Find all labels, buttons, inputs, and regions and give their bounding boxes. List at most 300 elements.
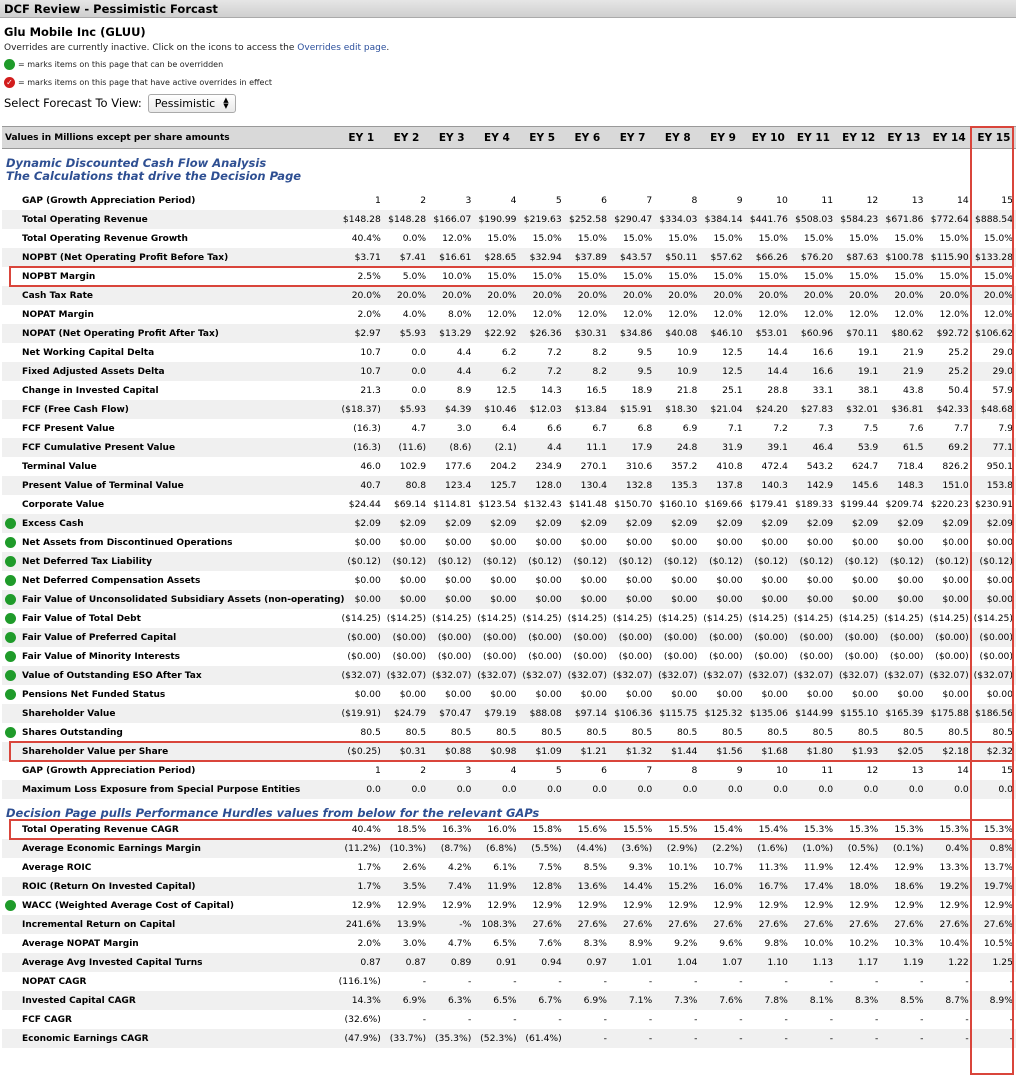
table-cell: 241.6% [339,915,384,934]
table-cell: ($0.00) [700,628,745,647]
column-header: EY 9 [700,127,745,149]
table-cell: 624.7 [851,461,879,472]
table-cell: 11 [821,195,834,206]
table-cell: 9.2% [674,938,698,949]
table-cell: 10.9 [676,347,698,358]
table-cell: $169.66 [704,499,743,510]
table-cell: ($0.25) [339,742,384,761]
table-cell: 7 [646,195,653,206]
row-label-text: Average ROIC [22,862,92,873]
table-cell: 6 [601,195,607,206]
section-title-dcf-title: Dynamic Discounted Cash Flow Analysis [6,156,267,170]
table-row [2,248,1016,267]
table-cell: ($0.12) [927,552,972,571]
table-cell: 15.0% [668,233,698,244]
spacer-row [2,183,1016,191]
table-cell: $2.09 [746,514,791,533]
table-cell: 6.1% [493,862,517,873]
table-cell: $66.26 [746,248,791,267]
table-cell: $290.47 [610,210,655,229]
table-cell: 13 [911,765,924,776]
table-cell: 15.0% [623,271,653,282]
table-cell: 6.7 [592,423,607,434]
section-subtitle-dcf-title: The Calculations that drive the Decision Page [6,169,302,183]
table-cell: 12.0% [939,309,969,320]
table-cell: 15.0% [668,271,698,282]
table-row [2,514,1016,533]
column-header: EY 12 [836,127,881,149]
override-dot-icon[interactable] [5,632,16,643]
table-cell: 0.0 [339,780,384,799]
table-cell: 27.6% [927,915,972,934]
table-cell: 4.4 [520,438,565,457]
row-label-text: GAP (Growth Appreciation Period) [22,765,196,776]
table-cell: 2.0% [357,309,381,320]
table-cell: $508.03 [791,210,836,229]
table-cell: 15.0% [758,271,788,282]
table-cell: 80.5 [722,727,743,738]
override-dot-icon[interactable] [5,518,16,529]
table-cell: 135.3 [655,476,700,495]
table-cell: - [513,976,517,987]
table-cell: $0.00 [671,575,698,586]
table-cell: 0.0 [384,362,429,381]
table-cell: $0.00 [836,590,881,609]
table-cell: 8.5% [583,862,607,873]
row-label [2,820,339,839]
table-cell: $209.74 [885,499,924,510]
table-cell: $24.44 [348,499,381,510]
table-cell: (3.6%) [610,839,655,858]
table-cell: 80.5 [857,727,879,738]
table-cell: ($14.25) [612,613,653,624]
table-cell: 40.4% [351,824,381,835]
table-cell: ($0.00) [520,628,565,647]
table-cell: (33.7%) [384,1029,429,1048]
table-cell: - [558,1014,562,1025]
table-cell: 12.5 [700,362,745,381]
table-cell: 148.3 [881,476,926,495]
table-cell: $0.00 [580,537,607,548]
table-cell: - [603,976,607,987]
row-label [2,953,339,972]
table-cell: ($0.12) [520,552,565,571]
row-label [2,495,339,514]
table-cell: 6.5% [493,938,517,949]
table-cell: 177.6 [445,461,472,472]
table-cell: $2.09 [565,514,610,533]
table-cell: 0.0 [610,780,655,799]
table-cell: ($14.25) [838,613,879,624]
table-cell: ($0.00) [384,628,429,647]
row-label [2,934,339,953]
table-cell: 12.9% [713,900,743,911]
table-cell: ($0.00) [429,628,474,647]
table-cell: 11.3% [758,862,788,873]
row-label-text: Value of Outstanding ESO After Tax [22,670,202,681]
table-cell: $76.20 [791,248,836,267]
table-cell: 12.9% [983,900,1013,911]
row-label-text: NOPAT Margin [22,309,94,320]
table-cell: 16.0% [700,877,745,896]
table-cell: ($0.00) [799,651,834,662]
override-dot-icon[interactable] [5,575,16,586]
table-cell: 12.9% [758,900,788,911]
table-cell: ($0.00) [474,628,519,647]
table-cell: 18.5% [396,824,427,835]
spacer-cell [2,183,1016,191]
table-cell: 29.0 [992,347,1013,358]
row-label [2,647,339,666]
table-cell: 826.2 [942,461,969,472]
table-row [2,953,1016,972]
table-cell: ($0.12) [972,552,1016,571]
table-cell: 15.8% [532,824,562,835]
table-cell: 6.2 [501,347,517,358]
overrides-note-suffix: . [386,43,390,53]
table-cell: 234.9 [535,461,562,472]
table-row [2,191,1016,210]
table-cell: 38.1 [857,385,879,396]
table-cell: - [972,1029,1016,1048]
table-cell: - [746,1029,791,1048]
row-label [2,609,339,628]
table-cell: 50.4 [948,385,969,396]
row-label-text: Average Avg Invested Capital Turns [22,957,203,968]
table-cell: ($14.25) [522,613,562,624]
row-label [2,457,339,476]
table-cell: - [422,976,427,987]
table-cell: 16.6 [791,362,836,381]
table-cell: 10.7 [339,362,384,381]
row-label-text: Change in Invested Capital [22,385,159,396]
table-cell: 1.25 [972,953,1016,972]
table-row [2,839,1016,858]
table-cell: 46.4 [791,438,836,457]
row-label [2,628,339,647]
table-cell: 15.3% [939,824,969,835]
row-label-text: NOPBT Margin [22,271,96,282]
table-cell: 8.9% [628,938,653,949]
table-cell: 12.9% [577,900,607,911]
table-cell: $175.88 [927,704,972,723]
table-row [2,666,1016,685]
row-label-text: ROIC (Return On Invested Capital) [22,881,196,892]
table-cell: 142.9 [791,476,836,495]
table-cell: ($0.12) [881,552,926,571]
column-header: EY 5 [520,127,565,149]
table-cell: $42.33 [927,400,972,419]
table-cell: $106.36 [610,704,655,723]
column-header: EY 11 [791,127,836,149]
table-cell: 357.2 [671,461,698,472]
table-cell: 0.0 [881,780,926,799]
red-check-icon: ✓ [4,77,15,88]
table-cell: 472.4 [761,461,788,472]
table-cell: 1.07 [700,953,745,972]
table-row [2,286,1016,305]
table-cell: $3.71 [339,248,384,267]
table-cell: $2.09 [429,514,474,533]
table-cell: 6.5% [474,991,519,1010]
table-cell: 108.3% [474,915,519,934]
table-cell: $36.81 [881,400,926,419]
table-cell: $7.41 [384,248,429,267]
table-cell: ($0.00) [836,628,881,647]
table-cell: 10.7% [713,862,743,873]
table-cell: ($0.12) [746,552,791,571]
override-dot-icon[interactable] [5,613,16,624]
table-cell: ($0.00) [347,651,381,662]
table-cell: $0.00 [791,590,836,609]
override-dot-icon[interactable] [5,537,16,548]
table-cell: $0.00 [565,590,610,609]
table-cell: 0.0 [746,780,791,799]
table-cell: ($0.00) [483,651,517,662]
table-cell: 10.3% [894,938,924,949]
table-cell: $0.00 [942,537,969,548]
table-cell: 14.3 [541,385,562,396]
table-cell: $0.00 [535,689,562,700]
table-cell: 12.0% [894,309,924,320]
table-cell: 0.94 [520,953,565,972]
table-cell: - [467,976,472,987]
table-cell: 21.9 [881,362,926,381]
column-header: EY 13 [881,127,926,149]
table-cell: 9.5 [637,347,653,358]
table-cell: $5.93 [384,400,429,419]
table-cell: $0.00 [986,575,1013,586]
table-cell: $13.84 [565,400,610,419]
table-cell: 102.9 [399,461,427,472]
table-cell: $43.57 [610,248,655,267]
table-cell: $0.00 [625,689,653,700]
table-row [2,267,1016,286]
table-row [2,210,1016,229]
table-cell: - [513,1014,517,1025]
table-cell: 20.0% [927,286,972,305]
table-row [2,362,1016,381]
table-cell: 15.3% [894,824,924,835]
table-cell: 15.0% [849,271,879,282]
table-row [2,704,1016,723]
override-dot-icon[interactable] [5,900,16,911]
row-label [2,1029,339,1048]
table-cell: $10.46 [474,400,519,419]
table-cell: - [700,1029,745,1048]
table-cell: ($0.12) [339,552,384,571]
override-dot-icon[interactable] [5,594,16,605]
row-label [2,780,339,799]
table-cell: ($0.00) [844,651,879,662]
table-cell: 12.9% [623,900,653,911]
table-cell: $0.00 [535,537,562,548]
table-cell: $0.00 [897,689,924,700]
table-cell: ($0.00) [979,651,1013,662]
table-cell: 15.0% [758,233,788,244]
table-cell: - [648,976,653,987]
table-cell: $2.09 [339,514,384,533]
table-cell: $28.65 [474,248,519,267]
table-cell: - [467,1014,472,1025]
override-dot-icon[interactable] [5,556,16,567]
table-cell: 0.87 [339,953,384,972]
table-cell: $37.89 [565,248,610,267]
table-cell: $24.20 [746,400,791,419]
table-cell: (52.3%) [474,1029,519,1048]
table-cell: 14 [957,765,969,776]
table-cell: 69.2 [927,438,972,457]
table-cell: 15.0% [894,233,924,244]
table-cell: $0.00 [339,590,384,609]
table-cell: $12.03 [520,400,565,419]
table-cell: 310.6 [625,461,653,472]
overrides-edit-link[interactable]: Overrides edit page [297,43,387,53]
table-cell: ($32.07) [700,666,745,685]
table-cell: 80.8 [384,476,429,495]
table-cell: (0.1%) [881,839,926,858]
table-cell: - [655,1029,700,1048]
table-cell: $21.04 [700,400,745,419]
row-label-text: Maximum Loss Exposure from Special Purpose Entities [22,784,301,795]
table-cell: (16.3) [353,423,381,434]
table-cell: 3 [465,195,472,206]
table-cell: ($32.07) [836,666,881,685]
table-cell: $60.96 [791,324,836,343]
table-cell: 12.9% [532,900,562,911]
table-cell: 15 [1001,195,1013,206]
row-label-text: Corporate Value [22,499,105,510]
override-dot-icon[interactable] [5,670,16,681]
table-cell: ($0.00) [339,628,384,647]
table-cell: 15.0% [803,233,834,244]
table-cell: (4.4%) [565,839,610,858]
row-label [2,533,339,552]
table-cell: 15.5% [668,824,698,835]
table-cell: $0.00 [445,537,472,548]
table-cell: (47.9%) [339,1029,384,1048]
row-label [2,229,339,248]
table-cell: 6.7% [520,991,565,1010]
forecast-select[interactable] [148,94,236,113]
table-cell: 15.0% [849,233,879,244]
table-cell: 10.9 [655,362,700,381]
table-cell: 10.4% [939,938,969,949]
row-label [2,991,339,1010]
table-cell: 7.3% [655,991,700,1010]
table-cell: 3.5% [384,877,429,896]
table-cell: - [927,1029,972,1048]
table-cell: 1.10 [746,953,791,972]
dcf-table [2,126,1016,1048]
row-label [2,381,339,400]
table-cell: 16.3% [442,824,472,835]
table-cell: $57.62 [700,248,745,267]
table-cell: 1.01 [610,953,655,972]
table-cell: 9 [736,765,743,776]
table-cell: 80.5 [405,727,427,738]
table-cell: $0.00 [384,590,429,609]
table-cell: 20.0% [339,286,384,305]
table-cell: ($0.00) [565,628,610,647]
table-row [2,915,1016,934]
table-cell: ($0.12) [565,552,610,571]
table-cell: $148.28 [384,210,429,229]
table-cell: 0.0 [791,780,836,799]
section-title-hurdles-title: Decision Page pulls Performance Hurdles values from below for the relevant GAPs [6,806,540,820]
table-cell: 20.0% [791,286,836,305]
table-cell: - [1009,1014,1013,1025]
table-cell: $0.00 [942,575,969,586]
override-dot-icon[interactable] [5,651,16,662]
row-label-text: FCF (Free Cash Flow) [22,404,129,415]
table-row [2,457,1016,476]
forecast-select-value: Pessimistic [154,96,216,110]
table-cell: $106.62 [972,324,1016,343]
table-row [2,761,1016,780]
table-cell: 80.5 [541,727,562,738]
table-cell: 14.3% [339,991,384,1010]
table-cell: 12 [866,195,879,206]
table-cell: 12.0% [849,309,879,320]
override-dot-icon[interactable] [5,689,16,700]
row-label-text: Total Operating Revenue Growth [22,233,188,244]
table-cell: $2.09 [836,514,881,533]
table-cell: 7.6% [700,991,745,1010]
table-cell: 140.3 [746,476,791,495]
table-cell: - [829,1014,834,1025]
row-label-text: Excess Cash [22,518,84,529]
table-cell: ($14.25) [973,613,1013,624]
table-cell: 12.9% [849,900,879,911]
table-cell: 12.9% [396,900,427,911]
window-title: DCF Review - Pessimistic Forcast [0,0,1016,18]
row-label-text: Fair Value of Preferred Capital [22,632,177,643]
table-cell: 4.7 [411,423,427,434]
table-cell: - [610,1029,655,1048]
table-cell: 25.1 [722,385,743,396]
table-cell: 6.8 [637,423,653,434]
table-cell: - [829,976,834,987]
table-cell: $1.80 [791,742,836,761]
table-cell: 20.0% [520,286,565,305]
table-cell: ($14.25) [341,613,381,624]
table-cell: 7.2 [547,347,562,358]
table-cell: 12.0% [713,309,743,320]
table-cell: - [694,976,698,987]
table-cell: 13 [911,195,924,206]
table-row [2,742,1016,761]
table-cell: 6.2 [474,362,519,381]
table-cell: $0.00 [700,590,745,609]
table-cell: 204.2 [490,461,517,472]
table-cell: 2.0% [357,938,381,949]
table-cell: 14.4% [610,877,655,896]
table-cell: 12.0% [623,309,653,320]
table-cell: - [784,976,788,987]
table-cell: 18.9 [631,385,653,396]
override-dot-icon[interactable] [5,727,16,738]
table-cell: 20.0% [655,286,700,305]
row-label [2,858,339,877]
table-cell: 21.3 [360,385,381,396]
table-cell: ($0.00) [754,651,788,662]
table-cell: - [648,1014,653,1025]
table-cell: (11.6) [384,438,429,457]
table-cell: $0.00 [354,537,381,548]
table-cell: 15.3% [983,824,1013,835]
column-header: EY 1 [339,127,384,149]
